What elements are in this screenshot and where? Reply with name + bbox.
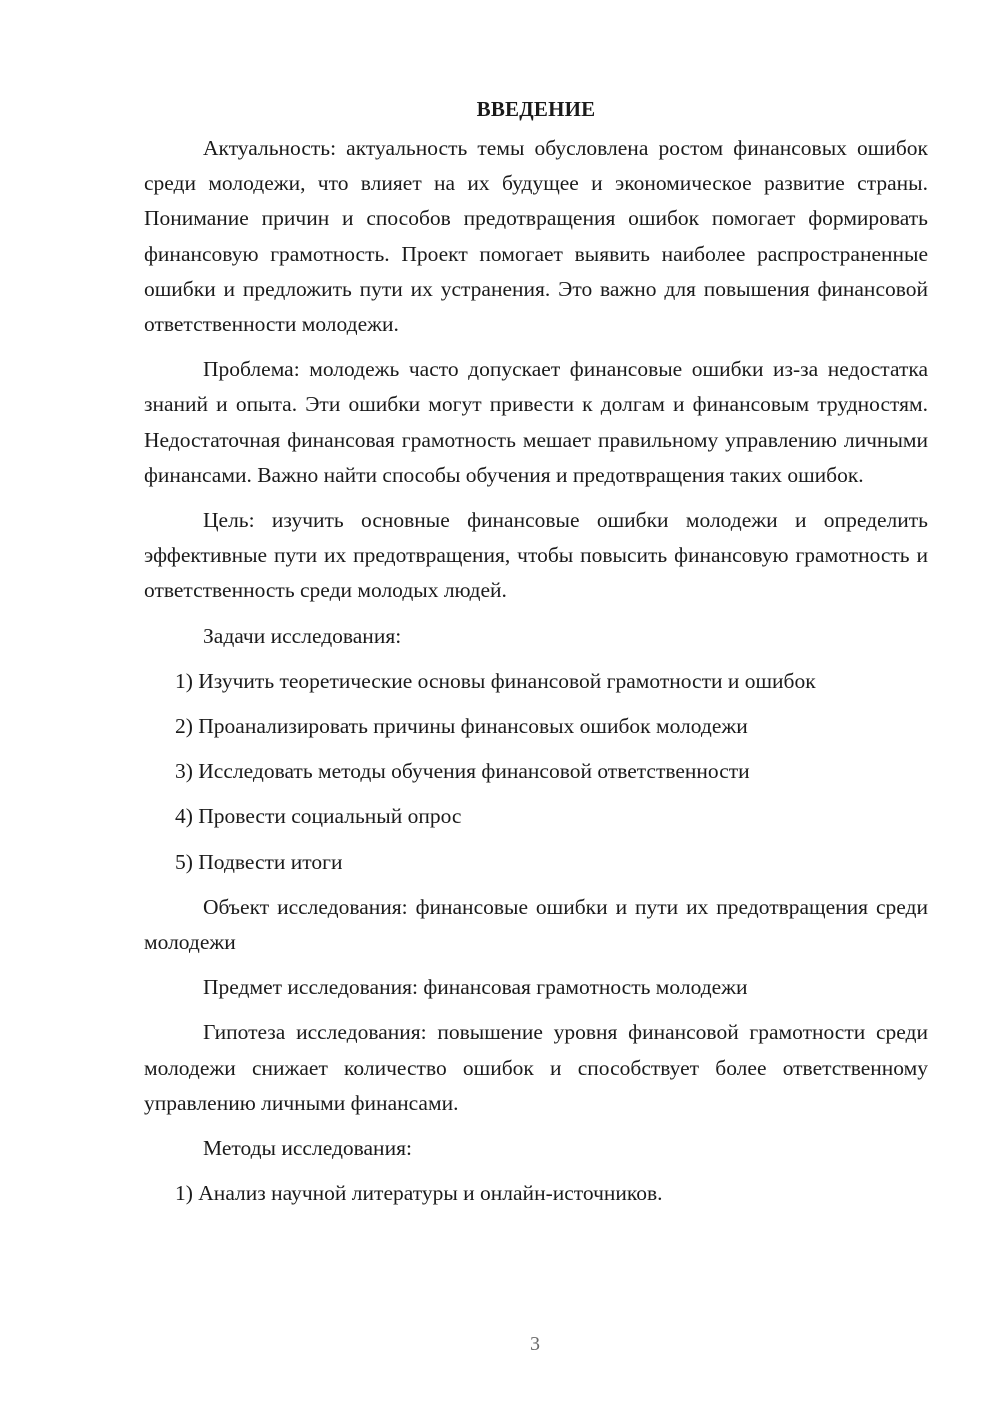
object-paragraph: Объект исследования: финансовые ошибки и пути их предотвращения среди молодежи [144,894,928,955]
problem-paragraph: Проблема: молодежь часто допускает финансовые ошибки из-за недостатка знаний и опыта. Эти ошибки могут привести к долгам и финансовым трудностям. Недостаточная финансовая грамотность мешает правильному управлению личными финансами. Важно найти способы обучения и предотвращения таких ошибок. [144,357,928,487]
page-number: 3 [530,1333,540,1355]
list-item: 1) Изучить теоретические основы финансовой грамотности и ошибок [175,668,816,693]
goal-paragraph: Цель: изучить основные финансовые ошибки молодежи и определить эффективные пути их предотвращения, чтобы повысить финансовую грамотность и ответственность среди молодых людей. [144,508,928,603]
methods-list [144,1176,928,1211]
list-item: 5) Подвести итоги [175,849,343,874]
list-item: 1) Анализ научной литературы и онлайн-источников. [175,1181,663,1206]
subject-paragraph: Предмет исследования: финансовая грамотность молодежи [203,975,748,1000]
document-page [144,92,928,1221]
list-item: 3) Исследовать методы обучения финансовой ответственности [175,759,750,784]
methods-title: Методы исследования: [203,1136,412,1161]
tasks-title: Задачи исследования: [203,623,402,648]
section-heading: ВВЕДЕНИЕ [476,97,596,121]
list-item: 2) Проанализировать причины финансовых ошибок молодежи [175,714,748,739]
tasks-list [144,664,928,880]
list-item: 4) Провести социальный опрос [175,804,462,829]
hypothesis-paragraph: Гипотеза исследования: повышение уровня финансовой грамотности среди молодежи снижает количество ошибок и способствует более ответственному управлению личными финансами. [144,1020,928,1115]
relevance-paragraph: Актуальность: актуальность темы обусловлена ростом финансовых ошибок среди молодежи, что влияет на их будущее и экономическое развитие страны. Понимание причин и способов предотвращения ошибок помогает формировать финансовую грамотность. Проект помогает выявить наиболее распространенные ошибки и предложить пути их устранения. Это важно для повышения финансовой ответственности молодежи. [144,136,928,337]
